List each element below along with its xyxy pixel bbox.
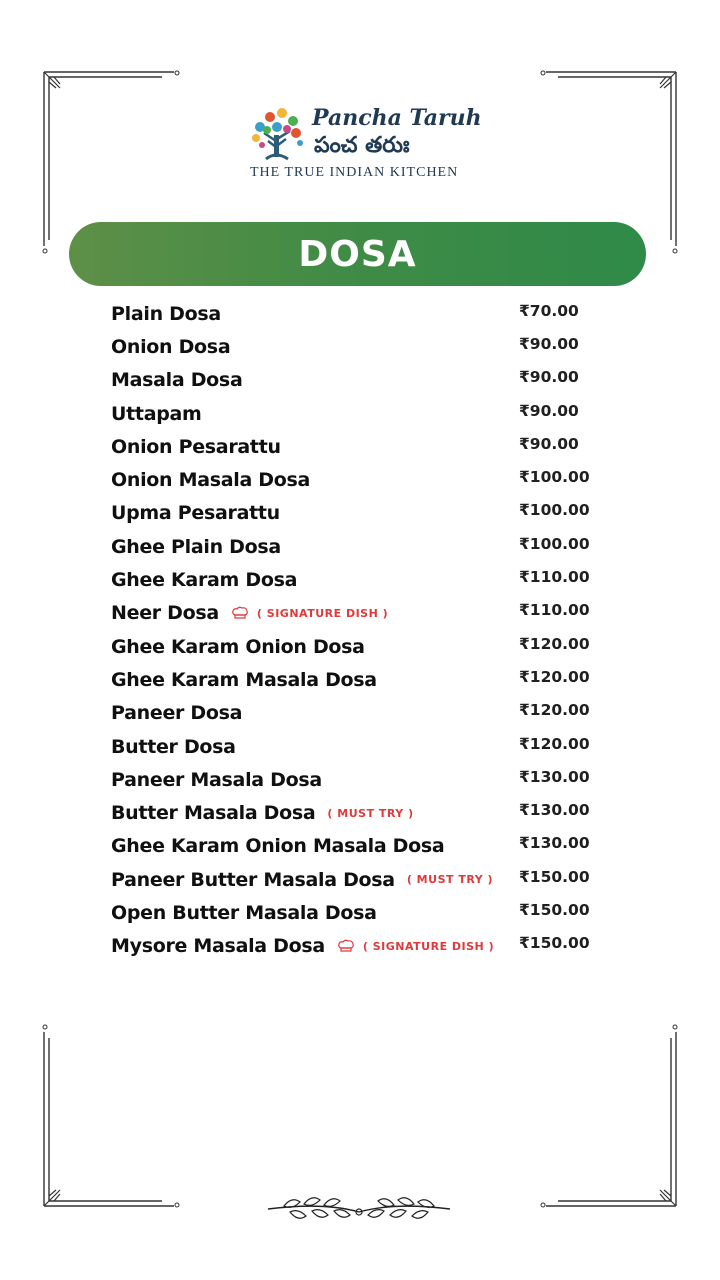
menu-item-price: ₹120.00 [519,667,590,686]
menu-item [111,364,611,397]
menu-item-price: ₹70.00 [519,301,579,320]
menu-item-name: Paneer Butter Masala Dosa [111,868,395,891]
menu-item-price: ₹150.00 [519,934,590,953]
menu-item-tag [407,873,493,886]
menu-item [111,530,611,563]
menu-item-price: ₹90.00 [519,434,579,453]
chef-hat-icon [231,606,249,620]
menu-item-price: ₹120.00 [519,734,590,753]
menu-item-name: Plain Dosa [111,302,221,325]
menu-item-name: Mysore Masala Dosa [111,935,325,958]
menu-item-price: ₹150.00 [519,900,590,919]
menu-item-name: Ghee Plain Dosa [111,535,281,558]
menu-item-name: Ghee Karam Onion Masala Dosa [111,835,445,858]
brand-tagline: THE TRUE INDIAN KITCHEN [250,165,459,180]
menu-item [111,763,611,796]
menu-item-price: ₹130.00 [519,801,590,820]
menu-item [111,597,611,630]
menu-item-name: Open Butter Masala Dosa [111,901,377,924]
menu-item-tag-label: ( MUST TRY ) [327,806,414,820]
menu-item [111,497,611,530]
menu-item-name: Ghee Karam Masala Dosa [111,668,377,691]
menu-item-name: Butter Masala Dosa [111,802,316,825]
menu-item-price: ₹100.00 [519,501,590,520]
menu-item [111,663,611,696]
menu-item-tag [231,606,388,620]
menu-item-price: ₹100.00 [519,468,590,487]
menu-item-name: Paneer Masala Dosa [111,768,322,791]
menu-item-tag [327,807,413,820]
menu-item-name: Masala Dosa [111,369,243,392]
menu-item-name: Butter Dosa [111,735,236,758]
menu-item-name: Ghee Karam Onion Dosa [111,635,365,658]
menu-item-name: Uttapam [111,402,202,425]
tree-logo-icon [248,105,306,163]
menu-item-name: Onion Pesarattu [111,435,281,458]
menu-item-price: ₹120.00 [519,634,590,653]
menu-item-name: Upma Pesarattu [111,502,280,525]
menu-item-price: ₹130.00 [519,834,590,853]
leaf-vine-ornament-icon [264,1192,454,1224]
menu-item [111,563,611,596]
menu-item-tag-label: ( SIGNATURE DISH ) [362,939,495,953]
menu-item-name: Ghee Karam Dosa [111,569,298,592]
menu-item [111,863,611,896]
menu-item-price: ₹90.00 [519,401,579,420]
menu-item-price: ₹110.00 [519,568,590,587]
menu-item-price: ₹120.00 [519,701,590,720]
menu-item [111,830,611,863]
menu-item [111,697,611,730]
menu-item [111,463,611,496]
menu-item-price: ₹150.00 [519,867,590,886]
chef-hat-icon [337,939,355,953]
menu-item-name: Neer Dosa [111,602,219,625]
menu-list [111,297,611,963]
corner-frame-bottom-right-icon [538,1018,678,1208]
brand-name-telugu: పంచ తరుః [314,133,410,158]
menu-item [111,930,611,963]
menu-item [111,796,611,829]
menu-item-price: ₹130.00 [519,767,590,786]
menu-item-tag [337,939,494,953]
brand-logo [248,103,482,183]
menu-item [111,430,611,463]
menu-item [111,297,611,330]
menu-item-tag-label: ( MUST TRY ) [406,873,494,887]
menu-item [111,630,611,663]
menu-item [111,330,611,363]
brand-name: Pancha Taruh [312,105,482,131]
menu-item [111,397,611,430]
menu-item-name: Paneer Dosa [111,702,243,725]
menu-item-name: Onion Dosa [111,335,231,358]
section-banner [69,222,646,286]
menu-item-price: ₹90.00 [519,368,579,387]
section-title: DOSA [298,233,417,275]
menu-item-name: Onion Masala Dosa [111,469,311,492]
menu-item-tag-label: ( SIGNATURE DISH ) [256,606,389,620]
menu-item-price: ₹90.00 [519,334,579,353]
menu-item-price: ₹110.00 [519,601,590,620]
menu-item [111,896,611,929]
menu-item-price: ₹100.00 [519,534,590,553]
menu-item [111,730,611,763]
corner-frame-bottom-left-icon [42,1018,182,1208]
